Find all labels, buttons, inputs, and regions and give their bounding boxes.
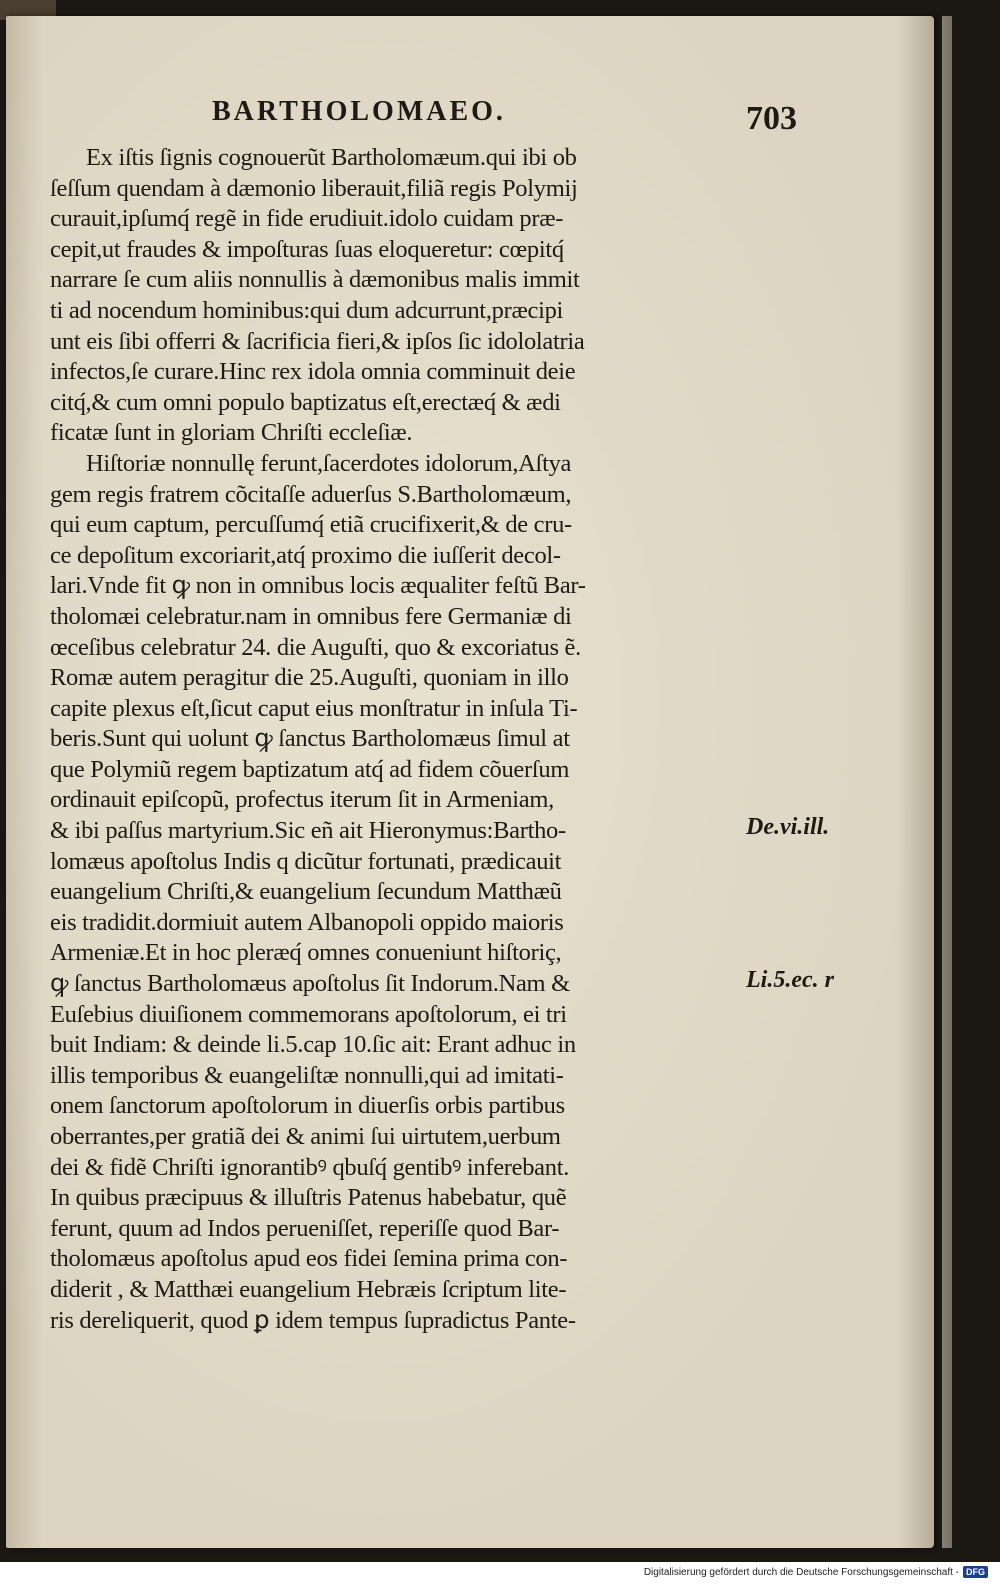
text-line: ris dereliquerit, quod ꝑ idem tempus ſupradictus Pante-	[50, 1306, 576, 1334]
text-line: infectos,ſe curare.Hinc rex idola omnia comminuit deie	[50, 358, 576, 386]
text-line: Euſebius diuiſionem commemorans apoſtolorum, ei tri	[50, 1000, 567, 1028]
page-number: 703	[746, 100, 797, 137]
text-line: ꝙ ſanctus Bartholomæus apoſtolus ſit Indorum.Nam &	[50, 970, 570, 998]
text-line: euangelium Chriſti,& euangelium ſecundum Matthæũ	[50, 878, 562, 906]
text-line: cepit,ut fraudes & impoſturas ſuas eloqueretur: cœpitq́	[50, 235, 564, 263]
text-line: ficatæ ſunt in gloriam Chriſti eccleſiæ.	[50, 419, 413, 447]
text-line: capite plexus eſt,ſicut caput eius monſtratur in inſula Ti-	[50, 694, 578, 722]
text-line: narrare ſe cum aliis nonnullis à dæmonibus malis immit	[50, 266, 580, 294]
text-line: citq́,& cum omni populo baptizatus eſt,erectæq́ & ædi	[50, 388, 561, 416]
text-line: illis temporibus & euangeliſtæ nonnulli,qui ad imitati-	[50, 1061, 564, 1089]
side-note-eusebius: Li.5.ec. r	[746, 967, 834, 993]
footer-credit-text: Digitalisierung gefördert durch die Deutsche Forschungsgemeinschaft -	[643, 1566, 959, 1578]
text-line: tholomæus apoſtolus apud eos fidei ſemina prima con-	[50, 1245, 568, 1273]
text-line: qui eum captum, percuſſumq́ etiã crucifixerit,& de cru-	[50, 511, 572, 539]
text-line: que Polymiũ regem baptizatum atq́ ad fidem cõuerſum	[50, 755, 570, 783]
text-line: lomæus apoſtolus Indis q dicũtur fortunati, prædicauit	[50, 847, 562, 875]
text-line: lari.Vnde fit ꝙ non in omnibus locis æqualiter feſtũ Bar-	[50, 572, 586, 600]
running-head: BARTHOLOMAEO.	[212, 96, 506, 127]
footer-credit	[644, 1566, 988, 1578]
text-line: eis tradidit.dormiuit autem Albanopoli oppido maioris	[50, 908, 564, 936]
text-line: diderit , & Matthæi euangelium Hebræis ſcriptum lite-	[50, 1275, 567, 1303]
text-line: ce depoſitum excoriarit,atq́ proximo die iuſſerit decol-	[50, 541, 561, 569]
text-line: buit Indiam: & deinde li.5.cap 10.ſic ait: Erant adhuc in	[50, 1031, 576, 1059]
text-line: & ibi paſſus martyrium.Sic eñ ait Hieronymus:Bartho-	[50, 817, 566, 845]
text-line: In quibus præcipuus & illuſtris Patenus habebatur, quẽ	[50, 1184, 567, 1212]
side-note-hieronymus: De.vi.ill.	[746, 814, 830, 840]
text-line: Ex iſtis ſignis cognouerũt Bartholomæum.qui ibi ob	[86, 144, 577, 171]
text-line: onem ſanctorum apoſtolorum in diuerſis orbis partibus	[50, 1092, 565, 1120]
text-line: ſeſſum quendam à dæmonio liberauit,filiã regis Polymij	[50, 174, 578, 202]
text-line: oberrantes,per gratiã dei & animi ſui uirtutem,uerbum	[50, 1123, 561, 1150]
text-line: ordinauit epiſcopũ, profectus iterum ſit in Armeniam,	[50, 786, 554, 814]
text-line: Armeniæ.Et in hoc pleræq́ omnes conueniunt hiſtoriç,	[50, 939, 562, 967]
text-line: dei & fidẽ Chriſti ignorantibꝰ qbuſq́ gentibꝰ inferebant.	[50, 1153, 570, 1181]
text-line: gem regis fratrem cõcitaſſe aduerſus S.Bartholomæum,	[50, 480, 572, 508]
text-line: beris.Sunt qui uolunt ꝙ ſanctus Bartholomæus ſimul at	[50, 725, 570, 753]
text-line: Hiſtoriæ nonnullę ferunt,ſacerdotes idolorum,Aſtya	[86, 449, 572, 477]
text-line: curauit,ipſumq́ regẽ in fide erudiuit.idolo cuidam præ-	[50, 205, 564, 233]
text-line: ferunt, quum ad Indos perueniſſet, reperiſſe quod Bar-	[50, 1214, 560, 1242]
text-line: tholomæi celebratur.nam in omnibus fere Germaniæ di	[50, 602, 572, 630]
text-line: unt eis ſibi offerri & ſacrificia fieri,& ipſos ſic idololatria	[50, 327, 585, 355]
text-line: ti ad nocendum hominibus:qui dum adcurrunt,præcipi	[50, 296, 564, 324]
dfg-logo-icon: DFG	[963, 1566, 988, 1578]
text-line: œceſibus celebratur 24. die Auguſti, quo & excoriatus ẽ.	[50, 633, 581, 661]
body-text	[50, 143, 740, 1336]
text-line: Romæ autem peragitur die 25.Auguſti, quoniam in illo	[50, 664, 569, 692]
page-edge	[942, 16, 952, 1548]
